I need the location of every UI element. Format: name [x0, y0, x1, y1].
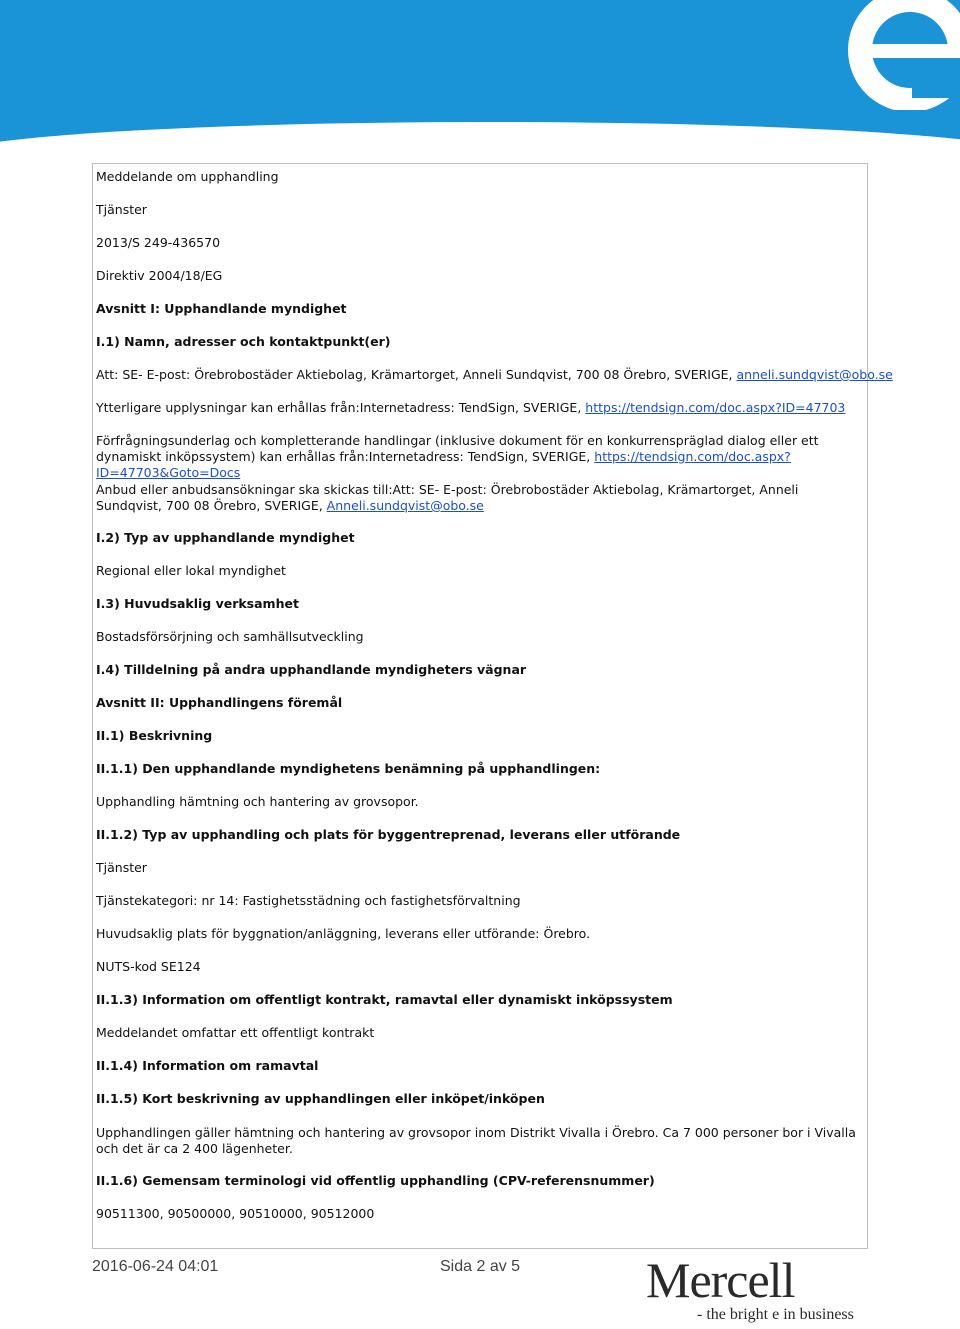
submission-line	[96, 482, 866, 514]
submission-text: Anbud eller anbudsansökningar ska skickas till:Att: SE- E-post: Örebrobostäder Aktiebolag, Krämartorget, Anneli Sundqvist, 700 08 Örebro, SVERIGE,	[96, 482, 799, 513]
section-heading: Avsnitt II: Upphandlingens föremål	[96, 695, 343, 710]
mercell-tagline: - the bright e in business	[697, 1306, 854, 1323]
info-line	[96, 400, 866, 416]
body-text: Upphandling hämtning och hantering av grovsopor.	[96, 794, 419, 809]
subsection-heading: II.1.5) Kort beskrivning av upphandlingen eller inköpet/inköpen	[96, 1091, 545, 1106]
directive: Direktiv 2004/18/EG	[96, 268, 223, 283]
subsection-heading: II.1.6) Gemensam terminologi vid offentlig upphandling (CPV-referensnummer)	[96, 1173, 655, 1188]
submission-email-link[interactable]: Anneli.sundqvist@obo.se	[326, 498, 484, 513]
subsection-heading: I.1) Namn, adresser och kontaktpunkt(er)	[96, 334, 391, 349]
subsection-heading: II.1.4) Information om ramavtal	[96, 1058, 319, 1073]
body-text: Meddelandet omfattar ett offentligt kontrakt	[96, 1025, 375, 1040]
body-text: Bostadsförsörjning och samhällsutveckling	[96, 629, 364, 644]
mercell-logo: Mercell	[646, 1252, 795, 1308]
footer-divider	[92, 1248, 868, 1249]
body-text: Huvudsaklig plats för byggnation/anläggning, leverans eller utförande: Örebro.	[96, 926, 591, 941]
subsection-heading: II.1) Beskrivning	[96, 728, 213, 743]
notice-number: 2013/S 249-436570	[96, 235, 221, 250]
documents-url-link[interactable]: https://tendsign.com/doc.aspx?ID=47703&Goto=Docs	[96, 449, 791, 480]
body-text: NUTS-kod SE124	[96, 959, 201, 974]
body-text: Regional eller lokal myndighet	[96, 563, 286, 578]
subsection-heading: II.1.2) Typ av upphandling och plats för byggentreprenad, leverans eller utförande	[96, 827, 681, 842]
body-text: Tjänstekategori: nr 14: Fastighetsstädning och fastighetsförvaltning	[96, 893, 521, 908]
body-text: Tjänster	[96, 860, 147, 875]
info-url-link[interactable]: https://tendsign.com/doc.aspx?ID=47703	[585, 400, 846, 415]
notice-title: Meddelande om upphandling	[96, 169, 279, 184]
subsection-heading: I.4) Tilldelning på andra upphandlande myndigheters vägnar	[96, 662, 527, 677]
contact-email-link[interactable]: anneli.sundqvist@obo.se	[736, 367, 893, 382]
notice-type: Tjänster	[96, 202, 147, 217]
body-text: Upphandlingen gäller hämtning och hantering av grovsopor inom Distrikt Vivalla i Örebro. Ca 7 000 personer bor i Vivalla och det är ca 2 400 lägenheter.	[96, 1125, 856, 1156]
contact-line	[96, 367, 893, 383]
subsection-heading: II.1.3) Information om offentligt kontrakt, ramavtal eller dynamiskt inköpssystem	[96, 992, 673, 1007]
subsection-heading: II.1.1) Den upphandlande myndighetens benämning på upphandlingen:	[96, 761, 601, 776]
subsection-heading: I.3) Huvudsaklig verksamhet	[96, 596, 299, 611]
documents-line	[96, 433, 866, 481]
header-band	[0, 0, 960, 150]
subsection-heading: I.2) Typ av upphandlande myndighet	[96, 530, 355, 545]
footer-page-number: Sida 2 av 5	[440, 1258, 521, 1275]
cpv-codes: 90511300, 90500000, 90510000, 90512000	[96, 1206, 375, 1221]
e-logo-icon	[820, 0, 960, 110]
info-text: Ytterligare upplysningar kan erhållas från:Internetadress: TendSign, SVERIGE,	[96, 400, 586, 415]
documents-text: Förfrågningsunderlag och kompletterande handlingar (inklusive dokument för en konkurrenspräglad dialog eller ett dynamiskt inköpssystem) kan erhållas från:Internetadress: TendSign, SVERIGE,	[96, 433, 819, 464]
section-heading: Avsnitt I: Upphandlande myndighet	[96, 301, 347, 316]
contact-text: Att: SE- E-post: Örebrobostäder Aktiebolag, Krämartorget, Anneli Sundqvist, 700 08 Örebro, SVERIGE,	[96, 367, 737, 382]
header-wave	[0, 122, 960, 150]
footer-date: 2016-06-24 04:01	[92, 1258, 219, 1275]
